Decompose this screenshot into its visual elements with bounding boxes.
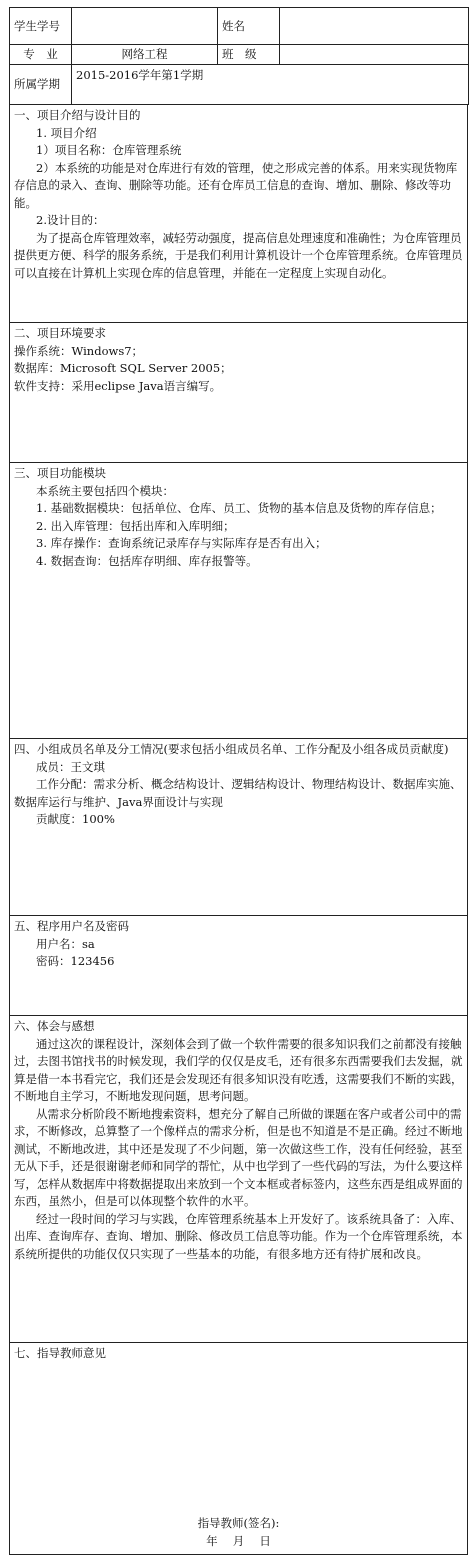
section-environment [9, 323, 468, 463]
student-id-value[interactable] [72, 8, 218, 45]
module-3: 3. 库存操作：查询系统记录库存与实际库存是否有出入； [36, 536, 327, 550]
section-reflection-title: 六、体会与感想 [14, 1019, 95, 1033]
intro-sub1: 1. 项目介绍 [36, 125, 97, 140]
section-intro [9, 105, 468, 323]
section-team [9, 739, 468, 916]
name-value[interactable] [280, 8, 469, 45]
section-modules [9, 463, 468, 739]
env-db: 数据库：Microsoft SQL Server 2005； [14, 361, 232, 375]
report-page [9, 7, 468, 1548]
intro-item1: 1）项目名称：仓库管理系统 [36, 143, 182, 157]
env-software: 软件支持：采用eclipse Java语言编写。 [14, 378, 222, 393]
advisor-date: 年 月 日 [206, 1534, 271, 1548]
intro-item2: 2）本系统的功能是对仓库进行有效的管理，使之形成完善的体系。用来实现货物库存信息的录入、查询、删除等功能。还有仓库员工信息的查询、增加、删除、修改等功能。 [14, 160, 458, 210]
section-advisor-title: 七、指导教师意见 [14, 1346, 106, 1360]
advisor-signature: 指导教师(签名): [197, 1516, 280, 1530]
term-label: 所属学期 [10, 65, 72, 105]
team-work: 工作分配：需求分析、概念结构设计、逻辑结构设计、物理结构设计、数据库实施、数据库运行与维护、Java界面设计与实现 [14, 777, 462, 809]
section-modules-title: 三、项目功能模块 [14, 466, 106, 480]
module-2: 2. 出入库管理：包括出库和入库明细； [36, 518, 235, 533]
intro-purpose: 为了提高仓库管理效率，减轻劳动强度，提高信息处理速度和准确性；为仓库管理员提供更方便、科学的服务系统，于是我们利用计算机设计一个仓库管理系统。仓库管理员可以直接在计算机上实现仓库的信息管理，并能在一定程度上实现自动化。 [14, 230, 463, 280]
section-credentials-title: 五、程序用户名及密码 [14, 919, 129, 933]
student-id-label: 学生学号 [10, 8, 72, 45]
section-advisor [9, 1343, 468, 1555]
term-value: 2015-2016学年第1学期 [72, 65, 469, 105]
module-4: 4. 数据查询：包括库存明细、库存报警等。 [36, 553, 258, 568]
class-value[interactable] [280, 45, 469, 65]
section-reflection [9, 1016, 468, 1343]
team-member: 成员：王文琪 [36, 759, 105, 774]
major-value: 网络工程 [72, 45, 218, 65]
username: 用户名：sa [36, 936, 95, 951]
reflection-p2: 从需求分析阶段不断地搜索资料，想充分了解自己所做的课题在客户或者公司中的需求，不断修改，总算整了一个像样点的需求分析，但是也不知道是不是正确。经过不断地测试，不断地改进，其中还是发现了不少问题，第一次做这些工作，没有任何经验，甚至无从下手，还是很谢谢老师和同学的帮忙，从中也学到了一些代码的写法，为什么要这样写，怎样从数据库中将数据提取出来放到一个文本框或者标签内，这些东西是组成界面的东西，虽然小，但是可以体现整个软件的水平。 [14, 1106, 463, 1208]
section-environment-title: 二、项目环境要求 [14, 326, 106, 340]
class-label: 班 级 [218, 45, 280, 65]
modules-intro: 本系统主要包括四个模块： [36, 483, 174, 498]
section-team-title: 四、小组成员名单及分工情况(要求包括小组成员名单、工作分配及小组各成员贡献度) [14, 742, 449, 756]
major-label: 专 业 [10, 45, 72, 65]
env-os: 操作系统：Windows7； [14, 343, 144, 358]
password: 密码：123456 [36, 954, 115, 968]
intro-sub2: 2.设计目的： [36, 213, 105, 227]
section-intro-title: 一、项目介绍与设计目的 [14, 108, 141, 122]
reflection-p1: 通过这次的课程设计，深刻体会到了做一个软件需要的很多知识我们之前都没有接触过，去图书馆找书的时候发现，我们学的仅仅是皮毛，还有很多东西需要我们去发掘，就算是借一本书看完它，我们还是会发现还有很多知识没有吃透，这需要我们不断的实践，不断地自主学习，不断地发现问题，思考问题。 [14, 1036, 463, 1103]
section-credentials [9, 916, 468, 1016]
name-label: 姓名 [218, 8, 280, 45]
team-contribution: 贡献度：100% [36, 812, 115, 826]
reflection-p3: 经过一段时间的学习与实践，仓库管理系统基本上开发好了。该系统具备了：入库、出库、查询库存、查询、增加、删除、修改员工信息等功能。作为一个仓库管理系统，本系统所提供的功能仅仅只实现了一些基本的功能，有很多地方还有待扩展和改良。 [14, 1211, 463, 1261]
module-1: 1. 基础数据模块：包括单位、仓库、员工、货物的基本信息及货物的库存信息； [36, 501, 442, 515]
header-table [9, 7, 469, 105]
